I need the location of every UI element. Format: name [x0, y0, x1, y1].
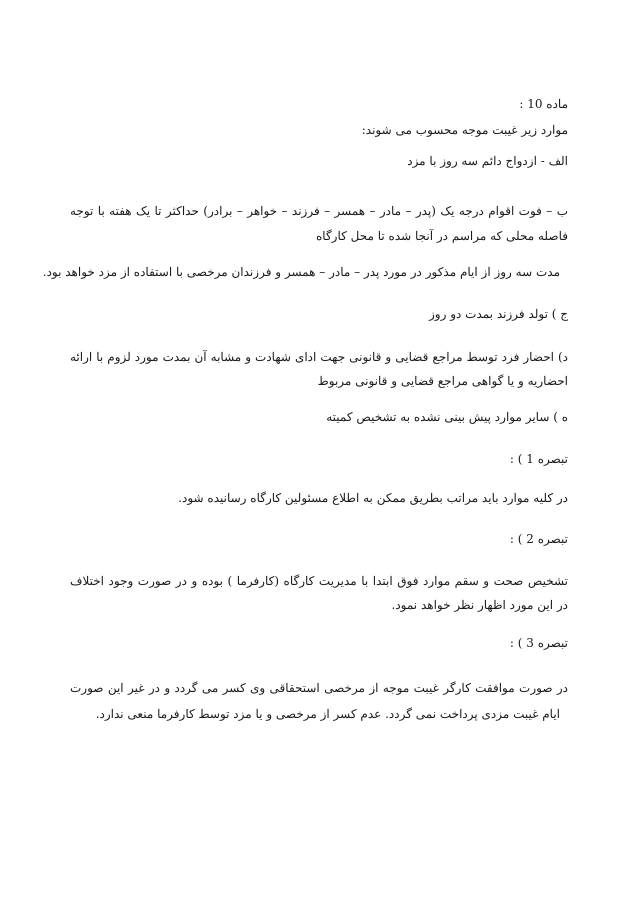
note-3-line-1: در صورت موافقت کارگر غیبت موجه از مرخصی استحقاقی وی کسر می گردد و در غیر این صورت: [70, 681, 568, 695]
note-2-line-1: تشخیص صحت و سقم موارد فوق ابتدا با مدیریت کارگاه (کارفرما ) بوده و در صورت وجود اختلاف: [70, 574, 568, 588]
item-he: ه ) سایر موارد پیش بینی نشده به تشخیص کمیته: [326, 410, 568, 424]
note-2-title: تبصره 2 ) :: [509, 532, 568, 546]
item-be-line-1: ب – فوت اقوام درجه یک (پدر – مادر – همسر – فرزند – خواهر – برادر) حداکثر تا یک هفته با توجه: [70, 204, 568, 218]
note-3-title: تبصره 3 ) :: [509, 636, 568, 650]
article-heading: ماده 10 :: [519, 97, 568, 111]
note-1-title: تبصره 1 ) :: [509, 452, 568, 466]
item-jim: ج ) تولد فرزند بمدت دو روز: [429, 307, 568, 321]
paid-leave-note: مدت سه روز از ایام مذکور در مورد پدر – مادر – همسر و فرزندان مرخصی با استفاده از مزد خواهد بود.: [42, 265, 560, 279]
item-be-line-2: فاصله محلی که مراسم در آنجا شده تا محل کارگاه: [316, 229, 568, 243]
note-3-line-2: ایام غیبت مزدی پرداخت نمی گردد. عدم کسر از مرخصی و یا مزد توسط کارفرما منعی ندارد.: [95, 707, 560, 721]
intro-text: موارد زیر غیبت موجه محسوب می شوند:: [361, 123, 568, 137]
note-1-text: در کلیه موارد باید مراتب بطریق ممکن به اطلاع مسئولین کارگاه رسانیده شود.: [178, 491, 568, 505]
item-dal-line-2: احضاریه و یا گواهی مراجع قضایی و قانونی مربوط: [317, 374, 568, 388]
item-dal-line-1: د) احضار فرد توسط مراجع قضایی و قانونی جهت ادای شهادت و مشابه آن بمدت مورد لزوم با ارائه: [70, 350, 568, 364]
note-2-line-2: در این مورد اظهار نظر خواهد نمود.: [391, 598, 568, 612]
item-alef: الف - ازدواج دائم سه روز با مزد: [407, 154, 568, 168]
